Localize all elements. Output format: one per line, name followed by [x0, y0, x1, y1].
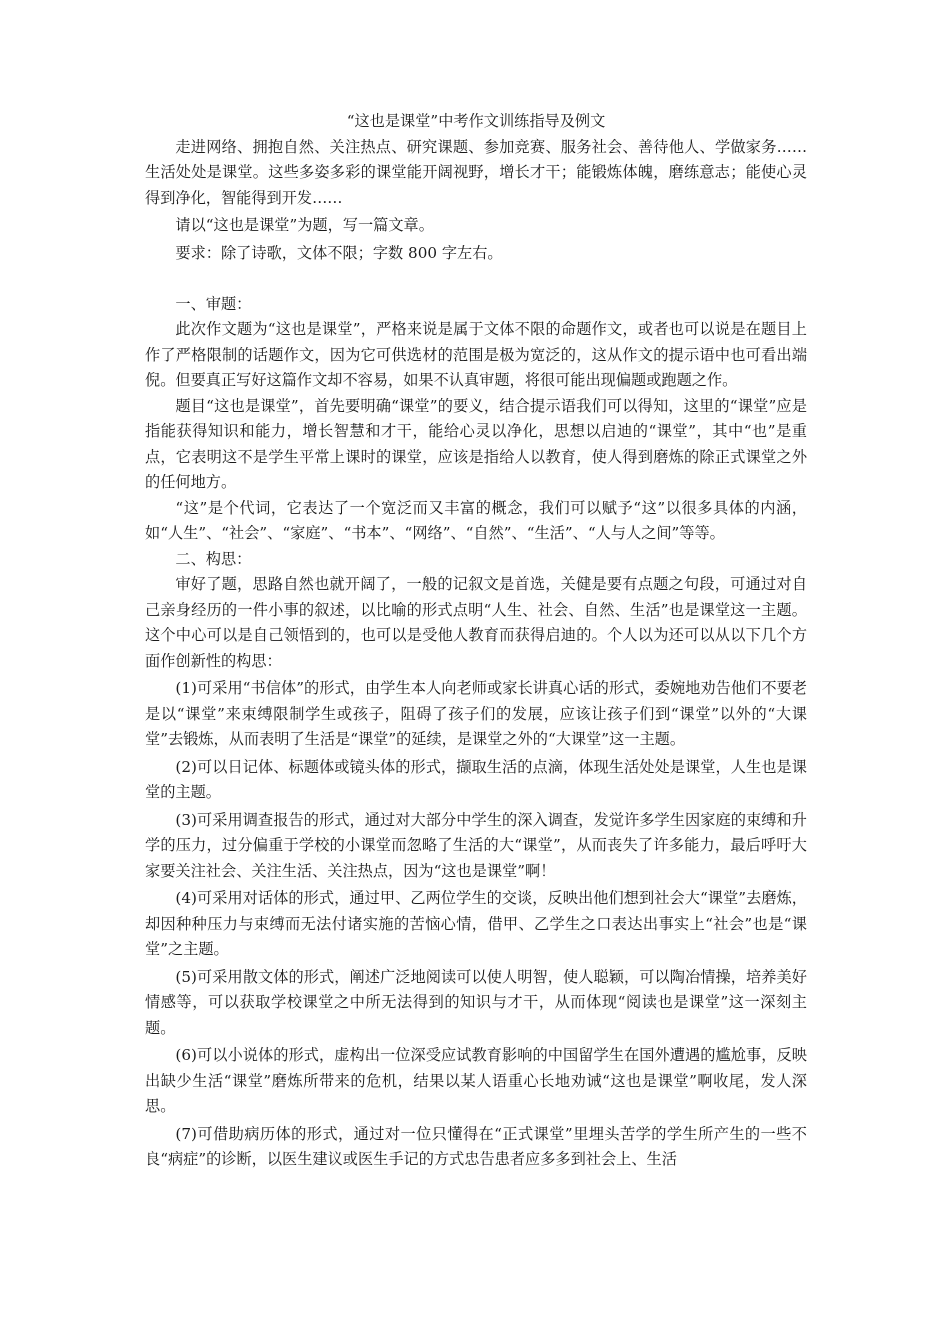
- blank-line: [145, 266, 807, 292]
- conception-item: (6)可以小说体的形式，虚构出一位深受应试教育影响的中国留学生在国外遭遇的尴尬事，反映出缺少生活“课堂”磨炼所带来的危机，结果以某人语重心长地劝诫“这也是课堂”啊收尾，发人深思。: [145, 1046, 807, 1115]
- conception-item: (5)可采用散文体的形式，阐述广泛地阅读可以使人明智，使人聪颖，可以陶冶情操，培养美好情感等，可以获取学校课堂之中所无法得到的知识与才干，从而体现“阅读也是课堂”这一深刻主题。: [145, 967, 807, 1037]
- conception-item: (2)可以日记体、标题体或镜头体的形式，撷取生活的点滴，体现生活处处是课堂，人生也是课堂的主题。: [145, 757, 807, 801]
- review-paragraph: 题目“这也是课堂”，首先要明确“课堂”的要义，结合提示语我们可以得知，这里的“课堂”应是指能获得知识和能力，增长智慧和才干，能给心灵以净化，思想以启迪的“课堂”，其中“也”是重点，它表明这不是学生平常上课时的课堂，应该是指给人以教育，使人得到磨炼的除正式课堂之外的任何地方。: [145, 396, 807, 491]
- review-paragraph: “这”是个代词，它表达了一个宽泛而又丰富的概念，我们可以赋予“这”以很多具体的内涵，如“人生”、“社会”、“家庭”、“书本”、“网络”、“自然”、“生活”、“人与人之间”等等。: [145, 498, 807, 542]
- section-heading-review: 一、审题：: [175, 294, 252, 313]
- review-paragraph: 此次作文题为“这也是课堂”，严格来说是属于文体不限的命题作文，或者也可以说是在题目上作了严格限制的话题作文，因为它可供选材的范围是极为宽泛的，这从作文的提示语中也可看出端倪。但要真正写好这篇作文却不容易，如果不认真审题，将很可能出现偏题或跑题之作。: [145, 320, 807, 389]
- prompt-intro: 走进网络、拥抱自然、关注热点、研究课题、参加竞赛、服务社会、善待他人、学做家务……生活处处是课堂。这些多姿多彩的课堂能开阔视野，增长才干；能锻炼体魄，磨练意志；能使心灵得到净化，智能得到开发……: [145, 137, 807, 207]
- conception-intro: 审好了题，思路自然也就开阔了，一般的记叙文是首选，关健是要有点题之句段，可通过对自己亲身经历的一件小事的叙述，以比喻的形式点明“人生、社会、自然、生活”也是课堂这一主题。这个中心可以是自己领悟到的，也可以是受他人教育而获得启迪的。个人以为还可以从以下几个方面作创新性的构思：: [145, 575, 807, 670]
- document-title: “这也是课堂”中考作文训练指导及例文: [346, 112, 606, 130]
- conception-item: (3)可采用调查报告的形式，通过对大部分中学生的深入调查，发觉许多学生因家庭的束缚和升学的压力，过分偏重于学校的小课堂而忽略了生活的大“课堂”，从而丧失了许多能力，最后呼吁大家要关注社会、关注生活、关注热点，因为“这也是课堂”啊！: [145, 810, 807, 880]
- section-heading-conception: 二、构思：: [175, 549, 252, 568]
- document-page: [145, 109, 807, 1173]
- prompt-requirement: 要求：除了诗歌，文体不限；字数 800 字左右。: [175, 243, 503, 262]
- conception-item: (4)可采用对话体的形式，通过甲、乙两位学生的交谈，反映出他们想到社会大“课堂”去磨炼，却因种种压力与束缚而无法付诸实施的苦恼心情，借甲、乙学生之口表达出事实上“社会”也是“课堂”之主题。: [145, 889, 807, 958]
- prompt-instruction: 请以“这也是课堂”为题，写一篇文章。: [175, 216, 434, 234]
- conception-item: (7)可借助病历体的形式，通过对一位只懂得在“正式课堂”里埋头苦学的学生所产生的一些不良“病症”的诊断，以医生建议或医生手记的方式忠告患者应多多到社会上、生活: [145, 1124, 807, 1168]
- conception-item: (1)可采用“书信体”的形式，由学生本人向老师或家长讲真心话的形式，委婉地劝告他们不要老是以“课堂”来束缚限制学生或孩子，阻碍了孩子们的发展，应该让孩子们到“课堂”以外的“大课堂”去锻炼，从而表明了生活是“课堂”的延续，是课堂之外的“大课堂”这一主题。: [145, 679, 807, 748]
